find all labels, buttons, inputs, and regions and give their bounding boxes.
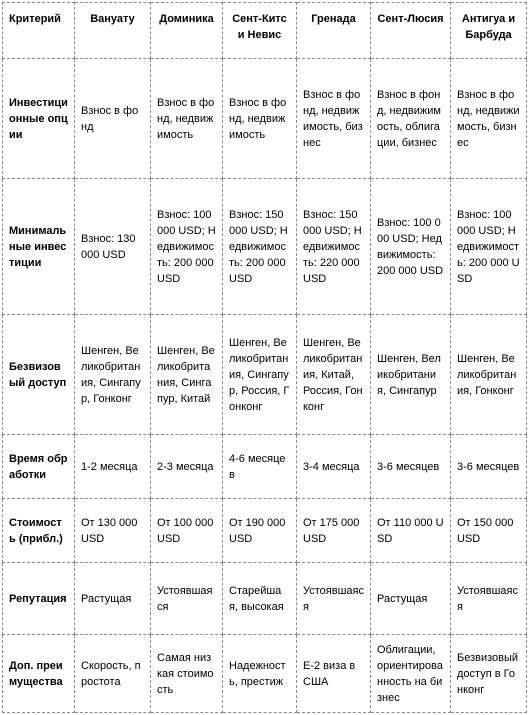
header-country-st-lucia: Сент-Люсия [371,3,451,59]
comparison-table [2,2,527,713]
table-cell: 2-3 месяца [151,435,223,499]
table-cell: Шенген, Великобритания, Сингапур, Россия, Гонконг [223,315,297,435]
table-cell: 3-6 месяцев [371,435,451,499]
header-country-dominica: Доминика [151,3,223,59]
table-cell: Шенген, Великобритания, Китай, Россия, Гонконг [297,315,371,435]
table-cell: 1-2 месяца [75,435,151,499]
table-cell: От 190 000 USD [223,499,297,563]
table-cell: Е-2 виза в США [297,635,371,713]
table-cell: Безвизовый доступ в Гонконг [451,635,527,713]
table-cell: Взнос: 100 000 USD; Недвижимость: 200 000 USD [371,179,451,315]
table-cell: Взнос: 100 000 USD; Недвижимость: 200 000 USD [451,179,527,315]
table-cell: Растущая [371,563,451,635]
row-label-extra-advantages: Доп. преимущества [3,635,75,713]
table-cell: Скорость, простота [75,635,151,713]
table-row [3,499,527,563]
row-label-approximate-cost: Стоимость (прибл.) [3,499,75,563]
table-cell: От 150 000 USD [451,499,527,563]
table-cell: Шенген, Великобритания, Сингапур, Гонконг [75,315,151,435]
table-cell: Взнос в фонд, недвижимость, бизнес [297,59,371,179]
table-cell: Взнос в фонд, недвижимость [223,59,297,179]
table-cell: Устоявшаяся [297,563,371,635]
table-cell: 4-6 месяцев [223,435,297,499]
table-cell: Шенген, Великобритания, Сингапур, Китай [151,315,223,435]
table-cell: Взнос: 150 000 USD; Недвижимость: 200 000 USD [223,179,297,315]
row-label-processing-time: Время обработки [3,435,75,499]
table-cell: Взнос в фонд, недвижимость, облигации, бизнес [371,59,451,179]
table-row [3,315,527,435]
table-cell: 3-4 месяца [297,435,371,499]
table-cell: Шенген, Великобритания, Сингапур [371,315,451,435]
row-label-reputation: Репутация [3,563,75,635]
table-row [3,435,527,499]
header-country-st-kitts-nevis: Сент-Китс и Невис [223,3,297,59]
header-row [3,3,527,59]
table-cell: Взнос в фонд [75,59,151,179]
table-cell: Взнос в фонд, недвижимость, бизнес [451,59,527,179]
header-criterion: Критерий [3,3,75,59]
row-label-investment-options: Инвестиционные опции [3,59,75,179]
table-cell: Устоявшаяся [151,563,223,635]
table-cell: Взнос в фонд, недвижимость [151,59,223,179]
table-cell: От 175 000 USD [297,499,371,563]
row-label-visa-free-access: Безвизовый доступ [3,315,75,435]
header-country-vanuatu: Вануату [75,3,151,59]
table-cell: Самая низкая стоимость [151,635,223,713]
table-cell: Взнос: 130 000 USD [75,179,151,315]
table-cell: Устоявшаяся [451,563,527,635]
table-cell: Растущая [75,563,151,635]
header-country-grenada: Гренада [297,3,371,59]
table-cell: Взнос: 100 000 USD; Недвижимость: 200 000 USD [151,179,223,315]
table-row [3,59,527,179]
row-label-minimum-investment: Минимальные инвестиции [3,179,75,315]
table-cell: 3-6 месяцев [451,435,527,499]
table-row [3,179,527,315]
table-cell: Облигации, ориентированность на бизнес [371,635,451,713]
table-cell: Шенген, Великобритания, Гонконг [451,315,527,435]
table-cell: От 110 000 USD [371,499,451,563]
table-cell: Взнос: 150 000 USD; Недвижимость: 220 000 USD [297,179,371,315]
table-cell: От 100 000 USD [151,499,223,563]
header-country-antigua-barbuda: Антигуа и Барбуда [451,3,527,59]
table-row [3,635,527,713]
table-row [3,563,527,635]
table-cell: Надежность, престиж [223,635,297,713]
table-cell: От 130 000 USD [75,499,151,563]
table-cell: Старейшая, высокая [223,563,297,635]
